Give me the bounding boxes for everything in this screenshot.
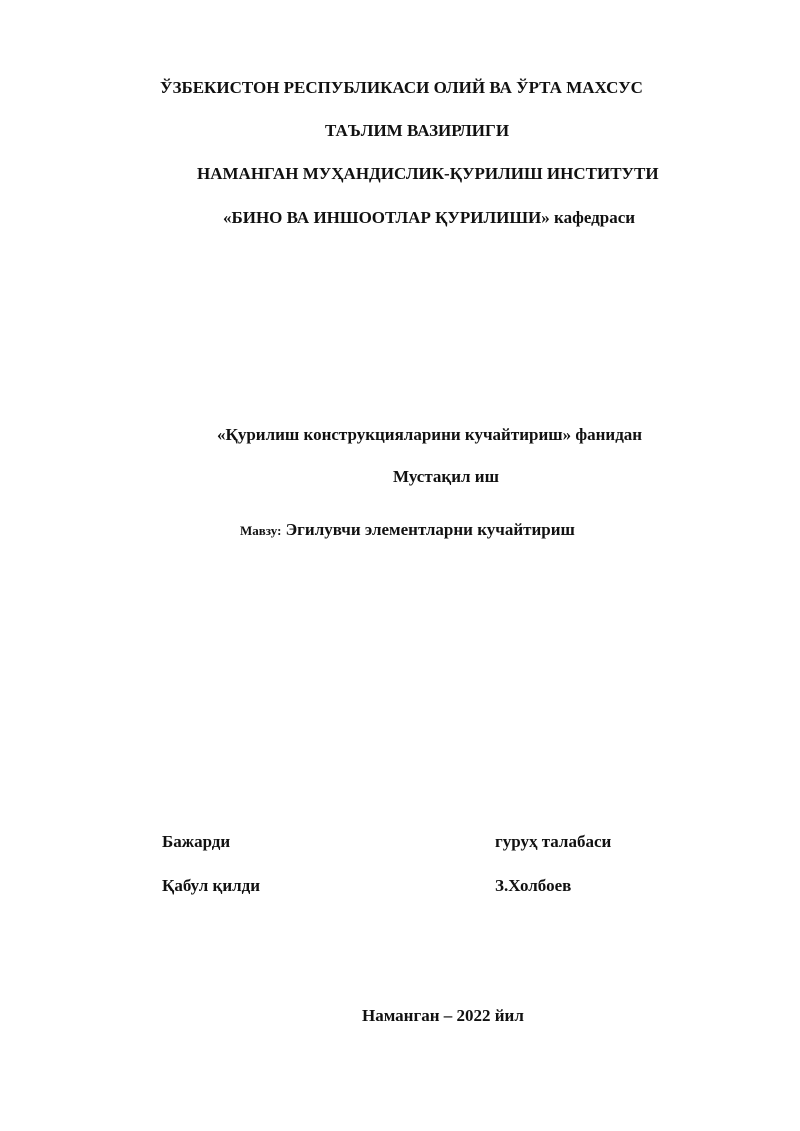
done-value: гуруҳ талабаси bbox=[495, 832, 612, 851]
work-type: Мустақил иш bbox=[393, 467, 499, 486]
accepted-value: З.Холбоев bbox=[495, 876, 572, 895]
department-line bbox=[223, 208, 635, 228]
ministry-line-2: ТАЪЛИМ ВАЗИРЛИГИ bbox=[325, 121, 510, 140]
place-year: Наманган – 2022 йил bbox=[362, 1006, 524, 1025]
subject-line: «Қурилиш конструкцияларини кучайтириш» фанидан bbox=[217, 425, 643, 444]
accepted-label: Қабул қилди bbox=[162, 876, 261, 895]
institute-name: НАМАНГАН МУҲАНДИСЛИК-ҚУРИЛИШ ИНСТИТУТИ bbox=[197, 164, 659, 183]
topic-value: Эгилувчи элементларни кучайтириш bbox=[285, 520, 575, 539]
topic-label: Мавзу: bbox=[240, 523, 282, 538]
ministry-line-1: ЎЗБЕКИСТОН РЕСПУБЛИКАСИ ОЛИЙ ВА ЎРТА МАХСУС bbox=[160, 78, 643, 97]
done-label: Бажарди bbox=[162, 832, 231, 851]
topic-line bbox=[240, 520, 575, 541]
department-suffix: кафедраси bbox=[554, 208, 636, 227]
department-name: «БИНО ВА ИНШООТЛАР ҚУРИЛИШИ» bbox=[223, 208, 550, 227]
